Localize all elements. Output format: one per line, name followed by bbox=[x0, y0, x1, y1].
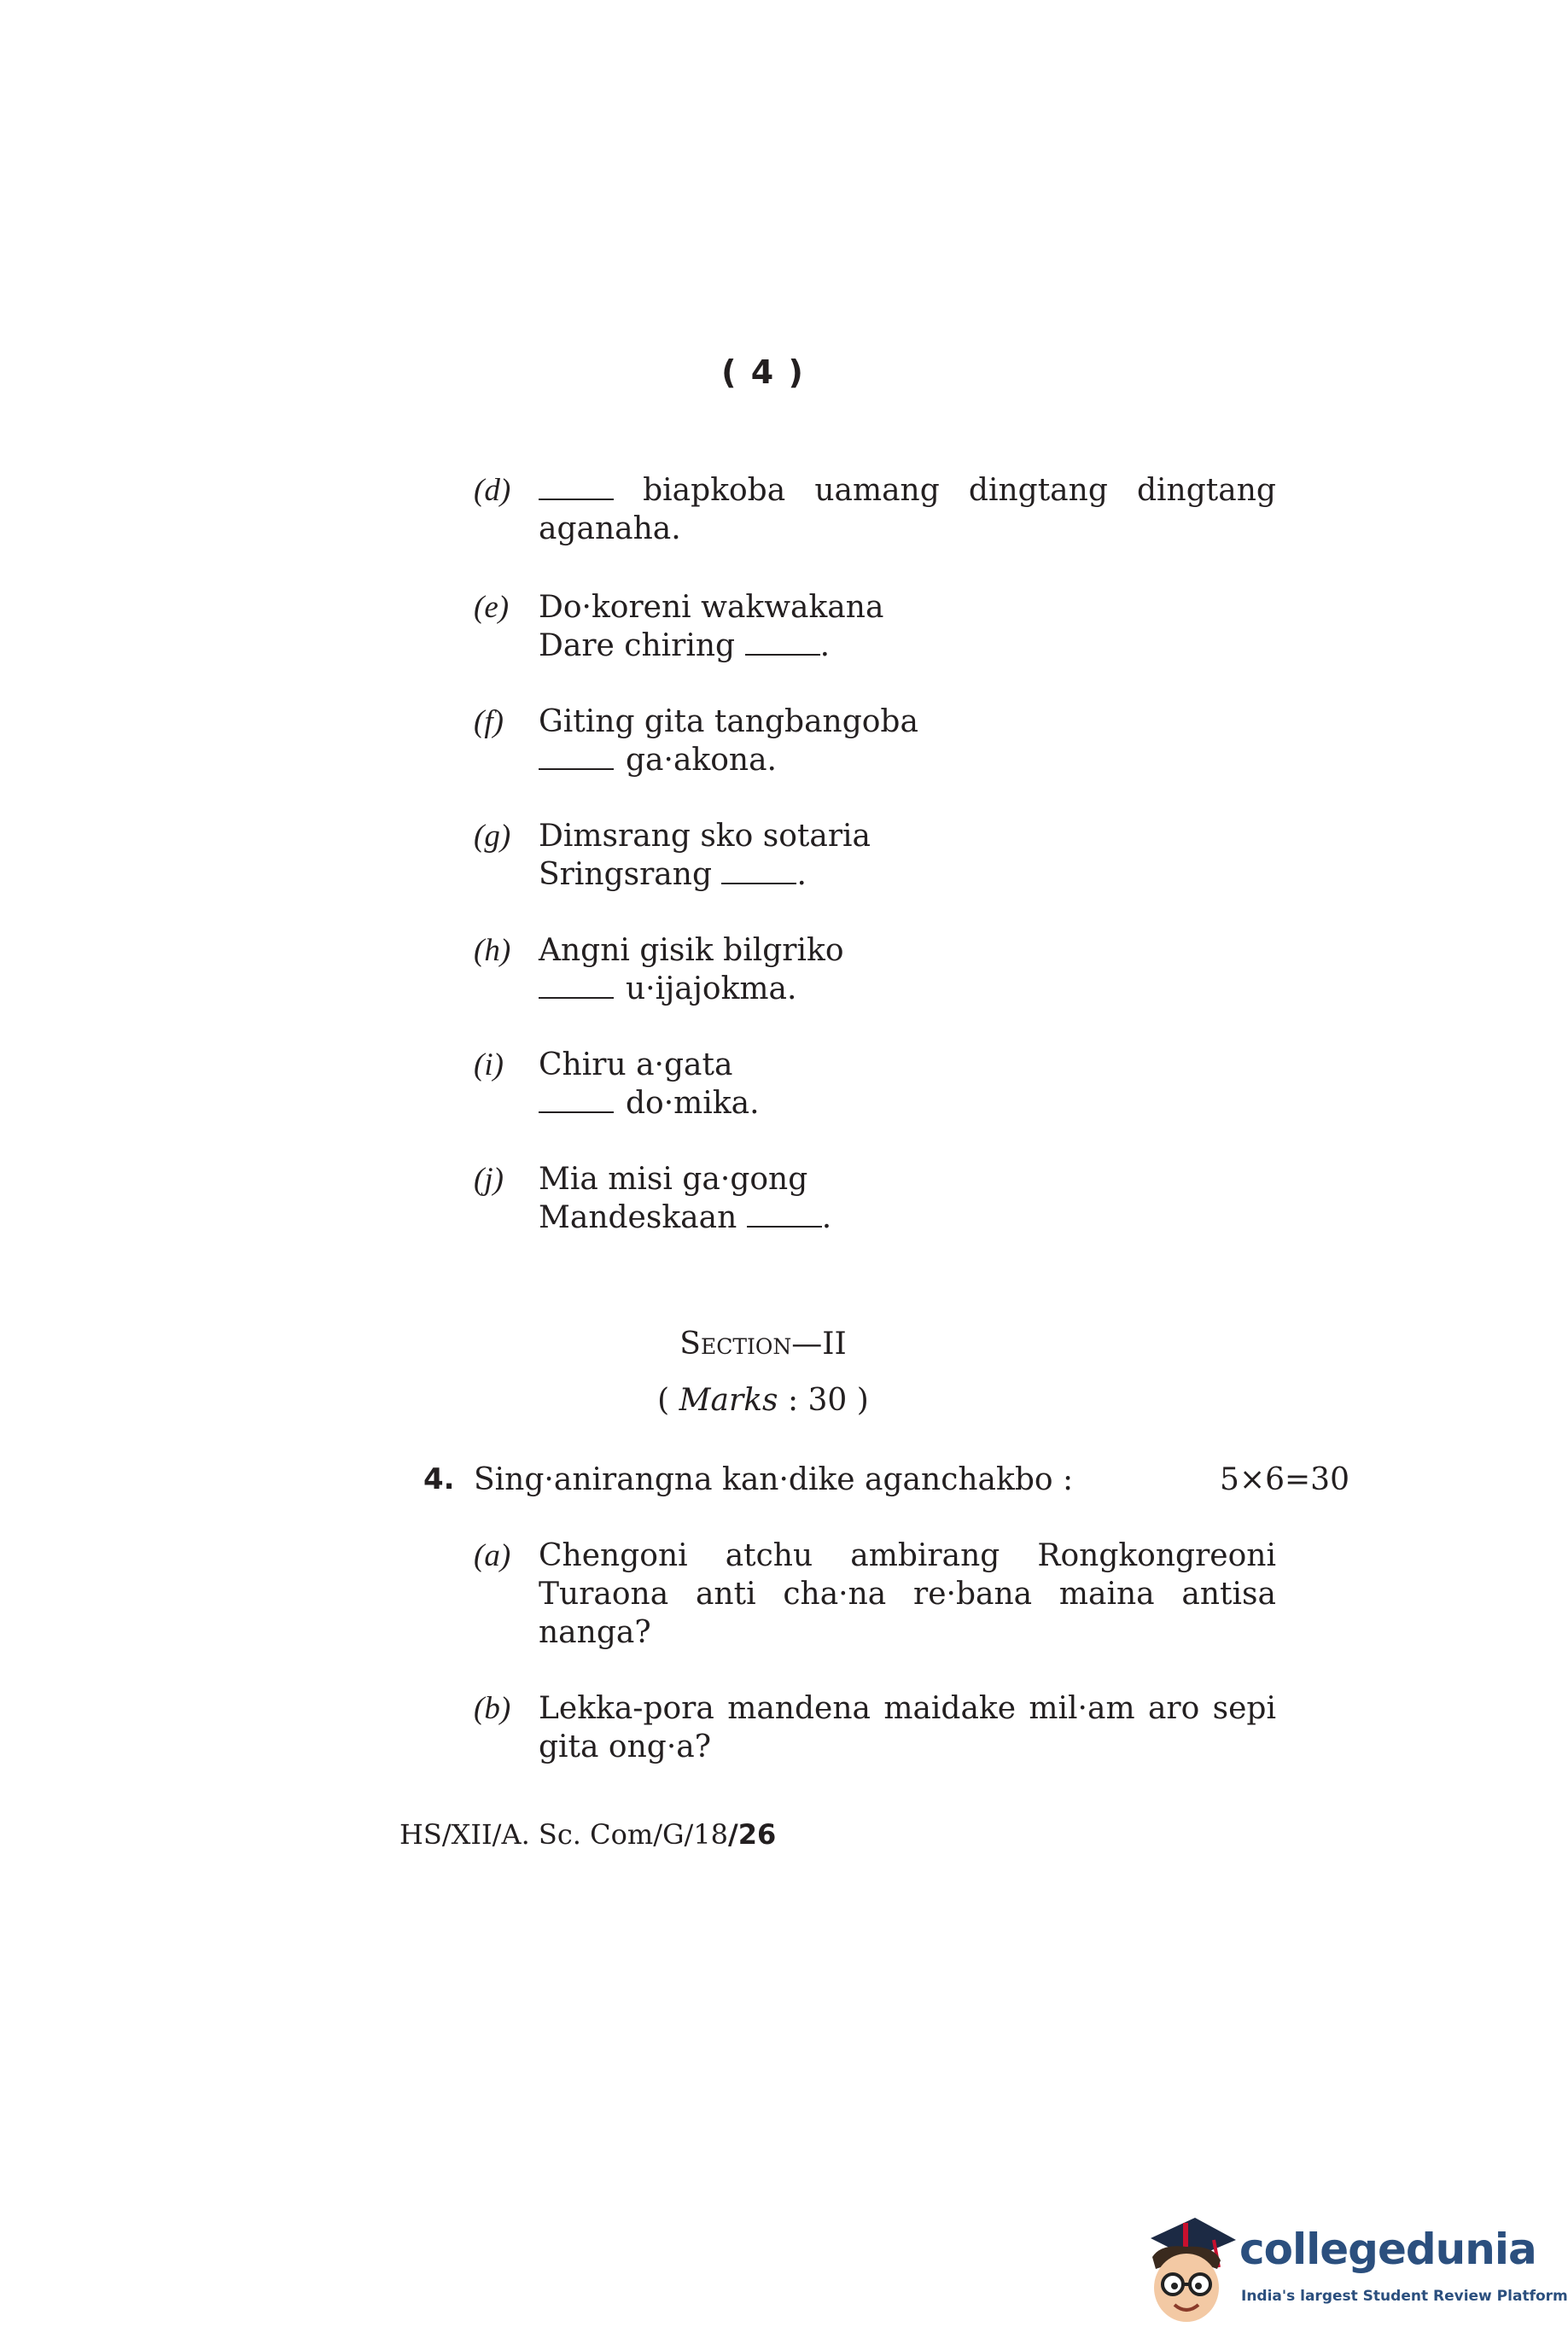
collegedunia-watermark bbox=[1135, 2206, 1568, 2327]
question-label: (h) bbox=[474, 933, 511, 968]
word: uamang bbox=[814, 473, 940, 508]
question-label: (f) bbox=[474, 704, 504, 739]
question-line: Lekka-pora mandena maidake mil·am aro sepi bbox=[539, 1691, 1276, 1726]
question-line: Do·koreni wakwakana bbox=[539, 590, 884, 625]
question-text bbox=[539, 471, 1276, 548]
student-mascot-icon bbox=[1135, 2206, 1238, 2327]
question-line: aganaha. bbox=[539, 511, 681, 546]
answer-blank bbox=[721, 855, 796, 884]
question-line: Turaona anti cha·na re·bana maina antisa bbox=[539, 1577, 1276, 1612]
question-line: ga·akona. bbox=[539, 741, 1276, 779]
question-text bbox=[539, 931, 1276, 1008]
question-line: Mandeskaan . bbox=[539, 1200, 832, 1235]
answer-blank bbox=[539, 970, 614, 999]
question-marks: 5×6=30 bbox=[1220, 1462, 1349, 1497]
question-line: Angni gisik bilgriko bbox=[539, 933, 844, 968]
answer-blank bbox=[747, 1198, 822, 1228]
answer-blank bbox=[539, 471, 614, 500]
question-label: (a) bbox=[474, 1538, 511, 1573]
question-line: Mia misi ga·gong bbox=[539, 1162, 808, 1197]
question-label: (i) bbox=[474, 1047, 504, 1082]
answer-blank bbox=[539, 741, 614, 770]
question-line: Chengoni atchu ambirang Rongkongreoni bbox=[539, 1538, 1276, 1573]
word: dingtang bbox=[1137, 473, 1276, 508]
question-line: gita ong·a? bbox=[539, 1729, 712, 1764]
question-text bbox=[539, 1160, 1276, 1237]
question-text bbox=[539, 1537, 1276, 1652]
question-label: (j) bbox=[474, 1162, 504, 1197]
page-number: ( 4 ) bbox=[721, 353, 805, 391]
word: dingtang bbox=[968, 473, 1108, 508]
question-text bbox=[539, 1046, 1276, 1123]
question-line: Sringsrang . bbox=[539, 857, 807, 892]
answer-blank bbox=[745, 627, 820, 656]
word: biapkoba bbox=[643, 473, 786, 508]
answer-blank bbox=[539, 1084, 614, 1113]
section-marks: ( Marks : 30 ) bbox=[657, 1383, 869, 1418]
question-text bbox=[539, 1689, 1276, 1766]
question-line: Dimsrang sko sotaria bbox=[539, 819, 871, 854]
section-title: Section—II bbox=[679, 1327, 847, 1362]
question-text bbox=[539, 703, 1276, 779]
paper-code: HS/XII/A. Sc. Com/G/18/26 bbox=[399, 1818, 777, 1851]
question-line: u·ijajokma. bbox=[539, 970, 1276, 1008]
question-label: (d) bbox=[474, 473, 511, 508]
question-number: 4. bbox=[423, 1462, 455, 1496]
question-line: do·mika. bbox=[539, 1084, 1276, 1123]
question-line: nanga? bbox=[539, 1615, 651, 1650]
brand-name: collegedunia bbox=[1239, 2225, 1536, 2274]
question-label: (b) bbox=[474, 1691, 511, 1726]
question-line: Chiru a·gata bbox=[539, 1047, 733, 1082]
question-line: Giting gita tangbangoba bbox=[539, 704, 918, 739]
question-label: (e) bbox=[474, 590, 510, 625]
question-line bbox=[539, 471, 1276, 510]
question-label: (g) bbox=[474, 819, 511, 854]
question-text bbox=[539, 817, 1276, 894]
brand-tagline: India's largest Student Review Platform bbox=[1241, 2288, 1568, 2305]
question-line: Dare chiring . bbox=[539, 628, 831, 663]
question-text bbox=[539, 588, 1276, 665]
question-instruction: Sing·anirangna kan·dike aganchakbo : bbox=[474, 1462, 1074, 1497]
